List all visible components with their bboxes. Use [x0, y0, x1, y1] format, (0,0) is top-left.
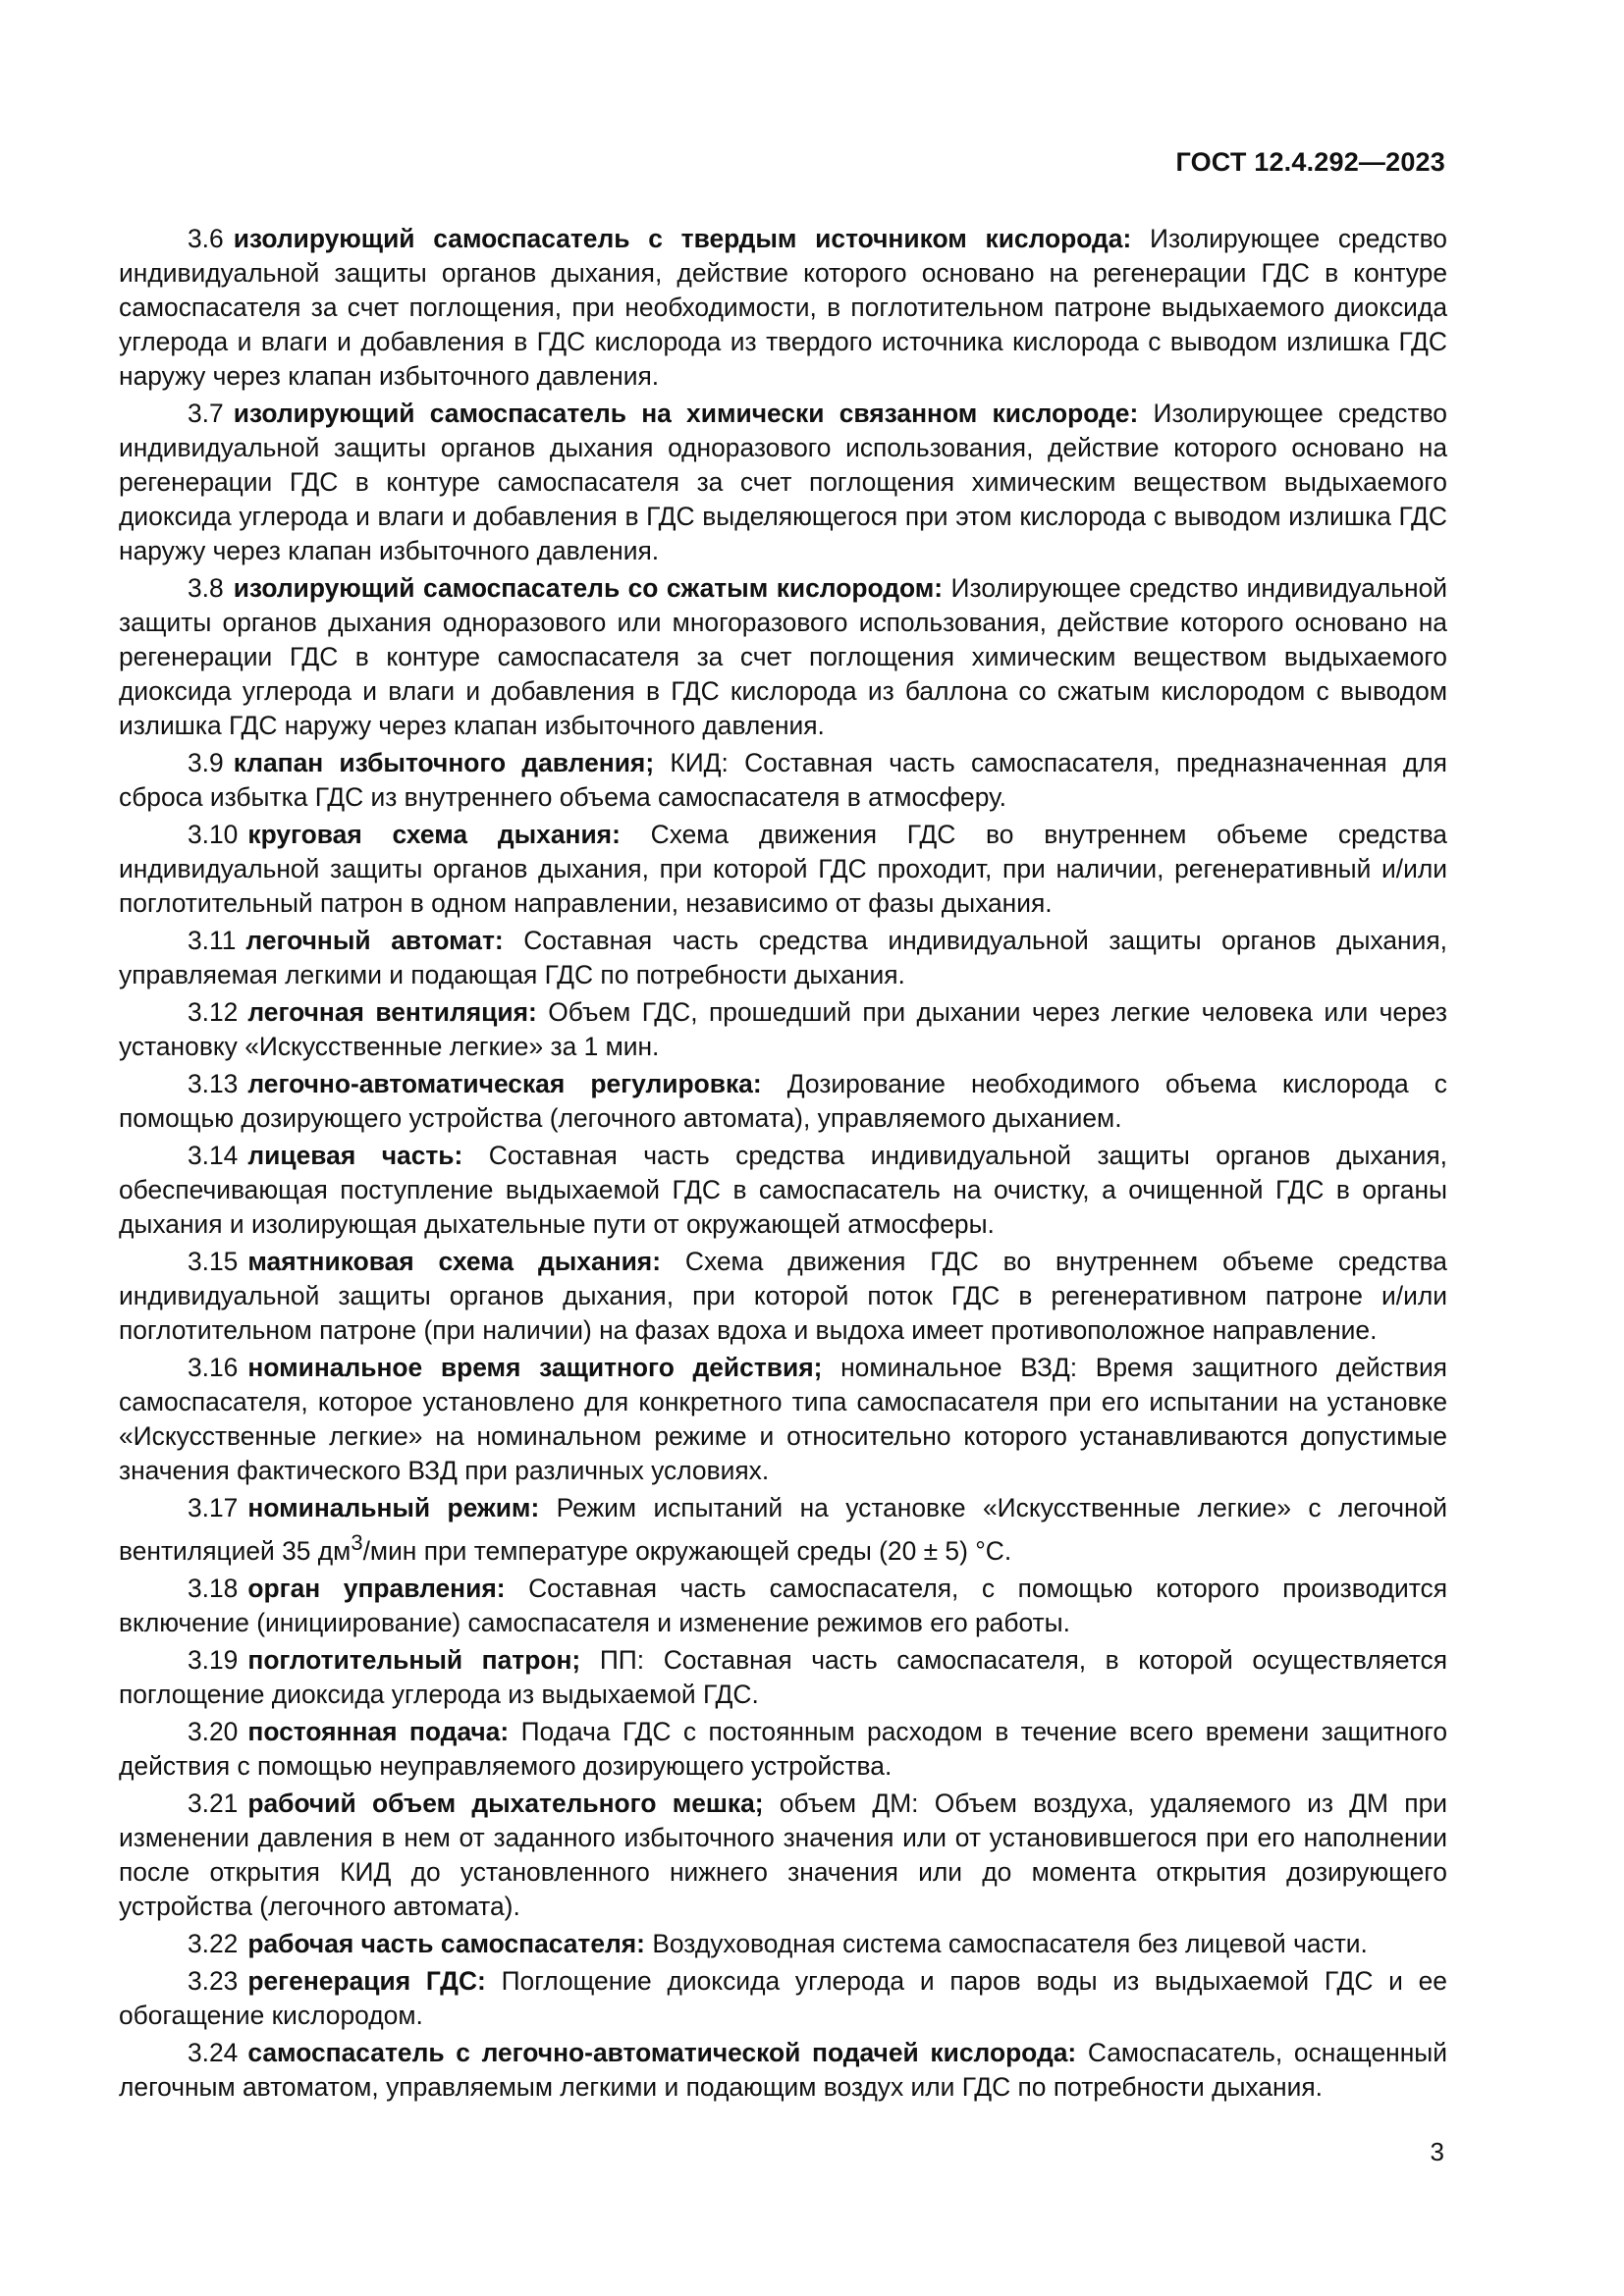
entry-number: 3.22	[188, 1928, 239, 1958]
entry-number: 3.16	[188, 1353, 239, 1382]
entry-definition: Схема движения ГДС во внутреннем объеме средства индивидуальной защиты органов дыхания, при которой поток ГДС в регенеративном патроне и/или поглотительном патроне (при наличии) на фазах вдоха и выдоха имеет противоположное направление.	[119, 1247, 1447, 1345]
definition-entry	[119, 1964, 1447, 2033]
entry-definition: Составная часть самоспасателя, в которой осуществляется поглощение диоксида углерода из выдыхаемой ГДС.	[119, 1644, 1448, 1709]
entry-term: изолирующий самоспасатель на химически связанном кислороде:	[233, 399, 1139, 428]
definition-entry	[119, 1067, 1447, 1136]
document-header: ГОСТ 12.4.292—2023	[1175, 147, 1445, 177]
definitions-list	[119, 222, 1447, 2108]
entry-term: круговая схема дыхания:	[247, 820, 621, 849]
entry-definition: Дозирование необходимого объема кислорода с помощью дозирующего устройства (легочного автомата), управляемого дыханием.	[119, 1069, 1447, 1133]
entry-definition: Изолирующее средство индивидуальной защиты органов дыхания, действие которого основано на регенерации ГДС в контуре самоспасателя за счет поглощения, при необходимости, в поглотительном патроне выдыхаемого диоксида углерода и влаги и добавления в ГДС кислорода из твердого источника кислорода с выводом излишка ГДС наружу через клапан избыточного давления.	[119, 224, 1447, 391]
definition-entry	[119, 1927, 1447, 1961]
entry-number: 3.24	[188, 2037, 239, 2067]
entry-definition: Режим испытаний на установке «Искусственные легкие» с легочной вентиляцией 35 дм	[119, 1493, 1447, 1566]
entry-definition: Объем воздуха, удаляемого из ДМ при изменении давления в нем от заданного избыточного значения или от установившегося при его наполнении после открытия КИД до установленного нижнего значения или до момента открытия дозирующего устройства (легочного автомата).	[119, 1788, 1447, 1921]
entry-number: 3.15	[188, 1247, 239, 1276]
entry-definition: Составная часть средства индивидуальной защиты органов дыхания, обеспечивающая поступление выдыхаемой ГДС в самоспасатель на очистку, а очищенной ГДС в органы дыхания и изолирующая дыхательные пути от окружающей атмосферы.	[119, 1141, 1447, 1239]
definition-entry	[119, 571, 1447, 743]
entry-number: 3.14	[188, 1141, 239, 1170]
entry-number: 3.10	[188, 820, 239, 849]
entry-number: 3.21	[188, 1788, 239, 1818]
entry-term: самоспасатель с легочно-автоматической подачей кислорода:	[247, 2037, 1077, 2067]
entry-term: клапан избыточного давления;	[233, 748, 655, 777]
entry-definition: Изолирующее средство индивидуальной защиты органов дыхания одноразового использования, действие которого основано на регенерации ГДС в контуре самоспасателя за счет поглощения химическим веществом выдыхаемого диоксида углерода и влаги и добавления в ГДС выделяющегося при этом кислорода с выводом излишка ГДС наружу через клапан избыточного давления.	[119, 399, 1447, 565]
entry-definition: Схема движения ГДС во внутреннем объеме средства индивидуальной защиты органов дыхания, при которой ГДС проходит, при наличии, регенеративный и/или поглотительный патрон в одном направлении, независимо от фазы дыхания.	[119, 820, 1447, 918]
entry-number: 3.11	[188, 926, 237, 955]
entry-number: 3.6	[188, 224, 224, 253]
definition-entry	[119, 1351, 1447, 1488]
entry-term: номинальное время защитного действия;	[247, 1353, 823, 1382]
definition-entry	[119, 924, 1447, 992]
entry-term: легочный автомат:	[245, 926, 504, 955]
entry-definition: Время защитного действия самоспасателя, которое установлено для конкретного типа самоспасателя при его испытании на установке «Искусственные легкие» на номинальном режиме и относительно которого устанавливаются допустимые значения фактического ВЗД при различных условиях.	[119, 1353, 1447, 1485]
entry-abbreviation: КИД:	[670, 748, 729, 777]
entry-number: 3.17	[188, 1493, 239, 1522]
entry-term: лицевая часть:	[247, 1141, 463, 1170]
entry-abbreviation: ПП:	[599, 1644, 645, 1675]
definition-entry	[119, 746, 1447, 815]
definition-entry	[119, 2036, 1447, 2105]
entry-term: орган управления:	[247, 1573, 506, 1603]
entry-definition: Подача ГДС с постоянным расходом в течение всего времени защитного действия с помощью неуправляемого дозирующего устройства.	[119, 1716, 1447, 1781]
entry-number: 3.7	[188, 399, 224, 428]
entry-term: рабочий объем дыхательного мешка;	[247, 1788, 764, 1818]
entry-definition: Объем ГДС, прошедший при дыхании через легкие человека или через установку «Искусственные легкие» за 1 мин.	[119, 997, 1447, 1061]
entry-term: номинальный режим:	[247, 1493, 540, 1522]
entry-number: 3.8	[188, 573, 224, 603]
definition-entry	[119, 1245, 1447, 1348]
entry-definition: Составная часть средства индивидуальной защиты органов дыхания, управляемая легкими и подающая ГДС по потребности дыхания.	[119, 926, 1447, 989]
entry-definition: Воздуховодная система самоспасателя без лицевой части.	[652, 1928, 1368, 1958]
entry-definition: Поглощение диоксида углерода и паров воды из выдыхаемой ГДС и ее обогащение кислородом.	[119, 1965, 1447, 2030]
entry-term: изолирующий самоспасатель со сжатым кислородом:	[233, 573, 944, 603]
definition-entry	[119, 1787, 1447, 1924]
entry-abbreviation: номинальное ВЗД:	[840, 1353, 1078, 1382]
definition-entry	[119, 397, 1447, 568]
entry-definition: Изолирующее средство индивидуальной защиты органов дыхания одноразового или многоразового использования, действие которого основано на регенерации ГДС в контуре самоспасателя за счет поглощения химическим веществом выдыхаемого диоксида углерода и влаги и добавления в ГДС кислорода из баллона со сжатым кислородом с выводом излишка ГДС наружу через клапан избыточного давления.	[119, 573, 1447, 740]
entry-term: поглотительный патрон;	[247, 1644, 581, 1675]
entry-term: легочная вентиляция:	[247, 997, 537, 1027]
entry-number: 3.13	[188, 1069, 239, 1098]
entry-number: 3.9	[188, 748, 224, 777]
entry-number: 3.19	[188, 1644, 239, 1675]
entry-number: 3.18	[188, 1573, 239, 1603]
entry-number: 3.23	[188, 1965, 239, 1996]
entry-term: легочно-автоматическая регулировка:	[247, 1069, 762, 1098]
definition-entry	[119, 222, 1447, 394]
entry-term: постоянная подача:	[247, 1716, 510, 1746]
entry-definition: Самоспасатель, оснащенный легочным автоматом, управляемым легкими и подающим воздух или ГДС по потребности дыхания.	[119, 2037, 1447, 2102]
entry-definition-tail: /мин при температуре окружающей среды (20 ± 5) °С.	[362, 1535, 1012, 1566]
superscript-exponent: 3	[351, 1530, 363, 1555]
definition-entry	[119, 818, 1447, 921]
page-number: 3	[1430, 2137, 1444, 2166]
definition-entry	[119, 1572, 1447, 1640]
definition-entry	[119, 1491, 1447, 1569]
entry-term: изолирующий самоспасатель с твердым источником кислорода:	[233, 224, 1132, 253]
entry-term: регенерация ГДС:	[247, 1965, 486, 1996]
entry-term: маятниковая схема дыхания:	[247, 1247, 661, 1276]
entry-definition: Составная часть самоспасателя, предназначенная для сброса избытка ГДС из внутреннего объема самоспасателя в атмосферу.	[119, 748, 1447, 812]
entry-abbreviation: объем ДМ:	[779, 1788, 919, 1818]
definition-entry	[119, 1139, 1447, 1242]
definition-entry	[119, 1715, 1447, 1784]
entry-number: 3.20	[188, 1716, 239, 1746]
definition-entry	[119, 1643, 1447, 1712]
entry-definition: Составная часть самоспасателя, с помощью которого производится включение (инициирование) самоспасателя и изменение режимов его работы.	[119, 1573, 1448, 1637]
entry-number: 3.12	[188, 997, 239, 1027]
entry-term: рабочая часть самоспасателя:	[247, 1928, 645, 1958]
definition-entry	[119, 995, 1447, 1064]
